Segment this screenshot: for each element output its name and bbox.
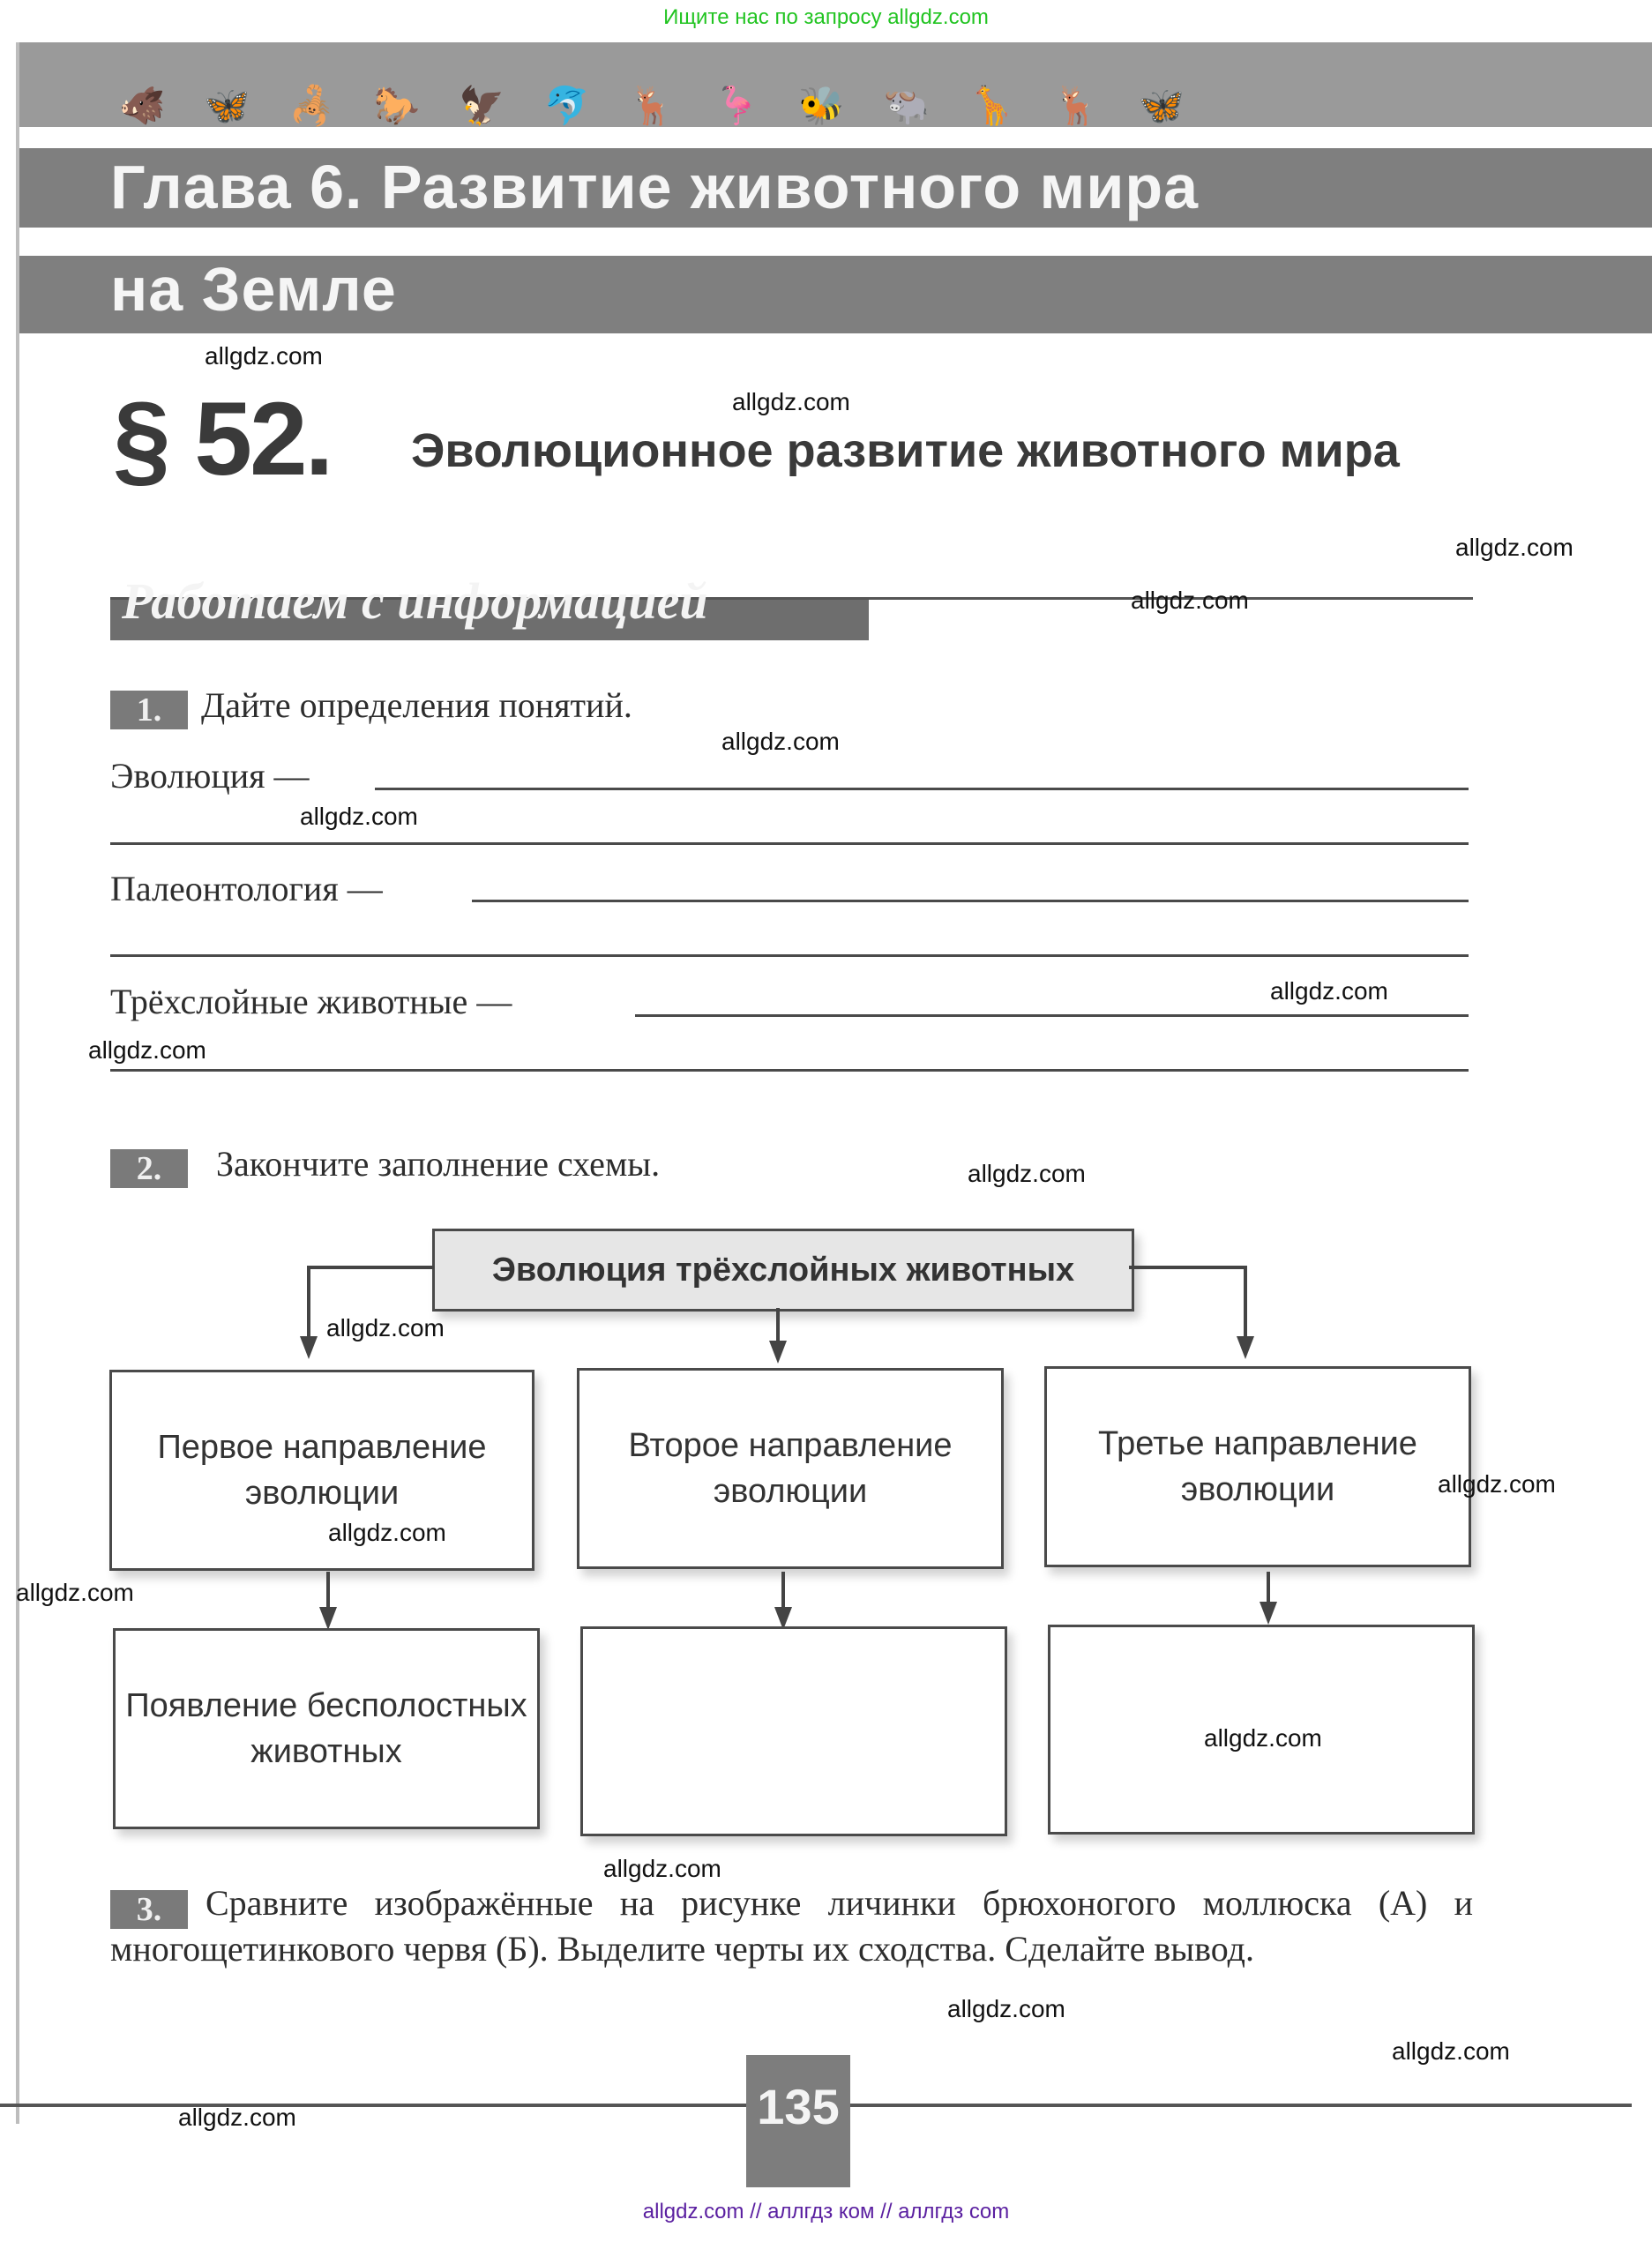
chapter-title-line1: Глава 6. Развитие животного мира — [110, 153, 1200, 221]
answer-line-paleontology-2[interactable] — [110, 954, 1469, 957]
bison-icon: 🐃 — [883, 86, 930, 127]
connector-middle-down — [776, 1308, 780, 1343]
scorpion-icon: 🦂 — [288, 86, 335, 127]
term-evolution: Эволюция — — [110, 756, 310, 796]
antelope-icon: 🦌 — [1053, 86, 1100, 127]
watermark: allgdz.com — [1455, 534, 1574, 561]
butterfly-icon: 🦋 — [204, 86, 250, 127]
page-edge — [16, 42, 19, 2124]
watermark: allgdz.com — [1392, 2037, 1510, 2065]
watermark: allgdz.com — [968, 1160, 1086, 1187]
watermark: allgdz.com — [328, 1519, 446, 1546]
butterfly-icon: 🦋 — [1138, 86, 1185, 127]
answer-line-paleontology-1[interactable] — [472, 900, 1469, 902]
answer-line-triploblastic-2[interactable] — [110, 1069, 1469, 1072]
arrow-down-icon — [300, 1336, 318, 1359]
horse-icon: 🐎 — [373, 86, 421, 127]
term-triploblastic: Трёхслойные животные — — [110, 982, 512, 1021]
watermark: allgdz.com — [326, 1314, 445, 1341]
watermark: allgdz.com — [88, 1036, 206, 1064]
arrow-down-icon — [319, 1607, 337, 1630]
connector-right — [1129, 1266, 1247, 1269]
task-number-1: 1. — [110, 691, 188, 729]
term-paleontology: Палеонтология — — [110, 869, 383, 908]
watermark: allgdz.com — [732, 388, 850, 415]
task-number-2: 2. — [110, 1149, 188, 1188]
watermark: allgdz.com — [300, 803, 418, 830]
watermark: allgdz.com — [1438, 1470, 1556, 1498]
answer-line-triploblastic-1[interactable] — [635, 1014, 1469, 1017]
connector-left-down — [307, 1266, 310, 1338]
direction-box-2: Второе направление эволюции — [577, 1368, 1004, 1569]
connector-right-down — [1244, 1266, 1247, 1338]
connector-left — [309, 1266, 434, 1269]
animal-silhouettes — [119, 72, 1495, 125]
boar-icon: 🐗 — [119, 86, 166, 127]
scheme-root-box: Эволюция трёхслойных животных — [432, 1229, 1134, 1312]
dolphin-icon: 🐬 — [543, 86, 590, 127]
chapter-title-line2: на Земле — [110, 255, 397, 324]
paragraph-title: Эволюционное развитие животного мира — [411, 424, 1400, 477]
watermark: allgdz.com — [603, 1855, 721, 1882]
task3-text: Сравните изображённые на рисунке личинки брюхоногого моллюска (А) и многощетинкового червя (Б). Выделите черты их сходства. Сделайте вывод. — [110, 1883, 1473, 1969]
heron-icon: 🦩 — [714, 86, 760, 127]
task1-text: Дайте определения понятий. — [201, 685, 632, 725]
answer-line-evolution-1[interactable] — [375, 788, 1469, 790]
page-number: 135 — [757, 2079, 840, 2134]
watermark: allgdz.com — [1204, 1724, 1322, 1752]
watermark: allgdz.com — [1270, 977, 1388, 1005]
direction-box-3: Третье направление эволюции — [1044, 1366, 1471, 1567]
result-box-1: Появление бесполостных животных — [113, 1628, 540, 1829]
arrow-down-icon — [1237, 1336, 1254, 1359]
watermark: allgdz.com — [16, 1579, 134, 1606]
arrow-down-icon — [1260, 1602, 1277, 1625]
bird-icon: 🦅 — [459, 86, 505, 127]
section-heading: Работаем с информацией — [122, 572, 708, 630]
bottom-banner-link[interactable]: allgdz.com // аллгдз ком // аллгдз com — [642, 2200, 1010, 2223]
connector-down-3 — [1267, 1572, 1270, 1605]
result-box-2-empty[interactable] — [580, 1626, 1007, 1836]
task-number-3: 3. — [110, 1890, 188, 1929]
task2-text: Закончите заполнение схемы. — [216, 1144, 661, 1184]
watermark: allgdz.com — [178, 2104, 296, 2131]
watermark: allgdz.com — [721, 728, 840, 755]
answer-line-evolution-2[interactable] — [110, 842, 1469, 845]
giraffe-icon: 🦒 — [968, 86, 1015, 127]
top-banner-link[interactable]: Ищите нас по запросу allgdz.com — [663, 5, 989, 29]
direction-box-1: Первое направление эволюции — [109, 1370, 534, 1571]
paragraph-number: § 52. — [113, 381, 332, 497]
moose-icon: 🦌 — [628, 86, 676, 127]
insect-icon: 🐝 — [798, 86, 845, 127]
arrow-down-icon — [769, 1341, 787, 1364]
watermark: allgdz.com — [205, 342, 323, 370]
watermark: allgdz.com — [947, 1995, 1065, 2022]
watermark: allgdz.com — [1131, 587, 1249, 614]
